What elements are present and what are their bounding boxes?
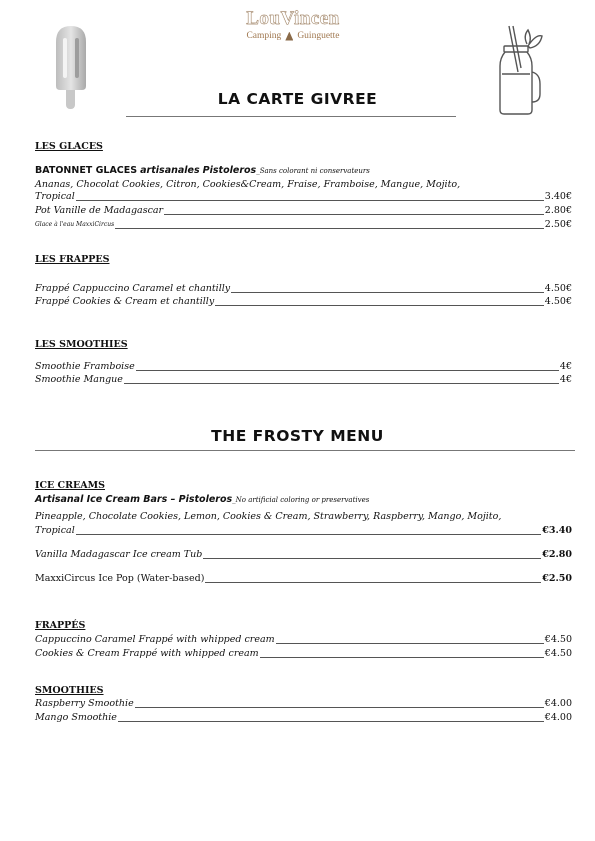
section-smoothies-heading: LES SMOOTHIES [35,339,128,350]
section-glaces-heading: LES GLACES [35,141,103,152]
menu-row: Tropical €3.40 [35,525,572,536]
menu-row: Vanilla Madagascar Ice cream Tub €2.80 [35,549,572,560]
logo-wordmark: LouVincen [246,8,340,29]
logo-sub-right: Guinguette [297,31,340,41]
menu-row: Mango Smoothie €4.00 [35,712,572,723]
page-title-en: THE FROSTY MENU [211,427,384,445]
menu-row: Smoothie Mangue 4€ [35,374,572,385]
logo [238,8,348,52]
section-smoothies-en-heading: SMOOTHIES [35,685,104,696]
section-frappes-en-heading: FRAPPÉS [35,620,86,631]
menu-row: Pot Vanille de Madagascar 2.80€ [35,205,572,216]
section-frappes-heading: LES FRAPPES [35,254,110,265]
logo-sub-left: Camping [246,31,282,41]
menu-row: Frappé Cappuccino Caramel et chantilly 4.50€ [35,283,572,294]
menu-row: Tropical 3.40€ [35,191,572,202]
menu-row: Glace à l'eau MaxxiCircus 2.50€ [35,219,572,230]
menu-row: Frappé Cookies & Cream et chantilly 4.50€ [35,296,572,307]
glaces-flavours: Ananas, Chocolat Cookies, Citron, Cookies&Cream, Fraise, Framboise, Mangue, Mojito, [35,179,461,190]
glaces-bars-title: BATONNET GLACES artisanales Pistoleros_Sans colorant ni conservateurs [35,165,370,176]
tent-icon [285,32,293,41]
title-divider-fr [126,116,456,117]
menu-row: Cookies & Cream Frappé with whipped cream €4.50 [35,648,572,659]
page-title-fr: LA CARTE GIVREE [217,90,378,108]
menu-row: Raspberry Smoothie €4.00 [35,698,572,709]
menu-row: MaxxiCircus Ice Pop (Water-based) €2.50 [35,573,572,584]
ice-flavours: Pineapple, Chocolate Cookies, Lemon, Cookies & Cream, Strawberry, Raspberry, Mango, Mojito, [35,511,502,522]
menu-row: Smoothie Framboise 4€ [35,361,572,372]
menu-row: Cappuccino Caramel Frappé with whipped cream €4.50 [35,634,572,645]
ice-bars-title: Artisanal Ice Cream Bars – Pistoleros_No artificial coloring or preservatives [35,494,370,505]
section-ice-creams-heading: ICE CREAMS [35,480,105,491]
title-divider-en [35,450,575,451]
